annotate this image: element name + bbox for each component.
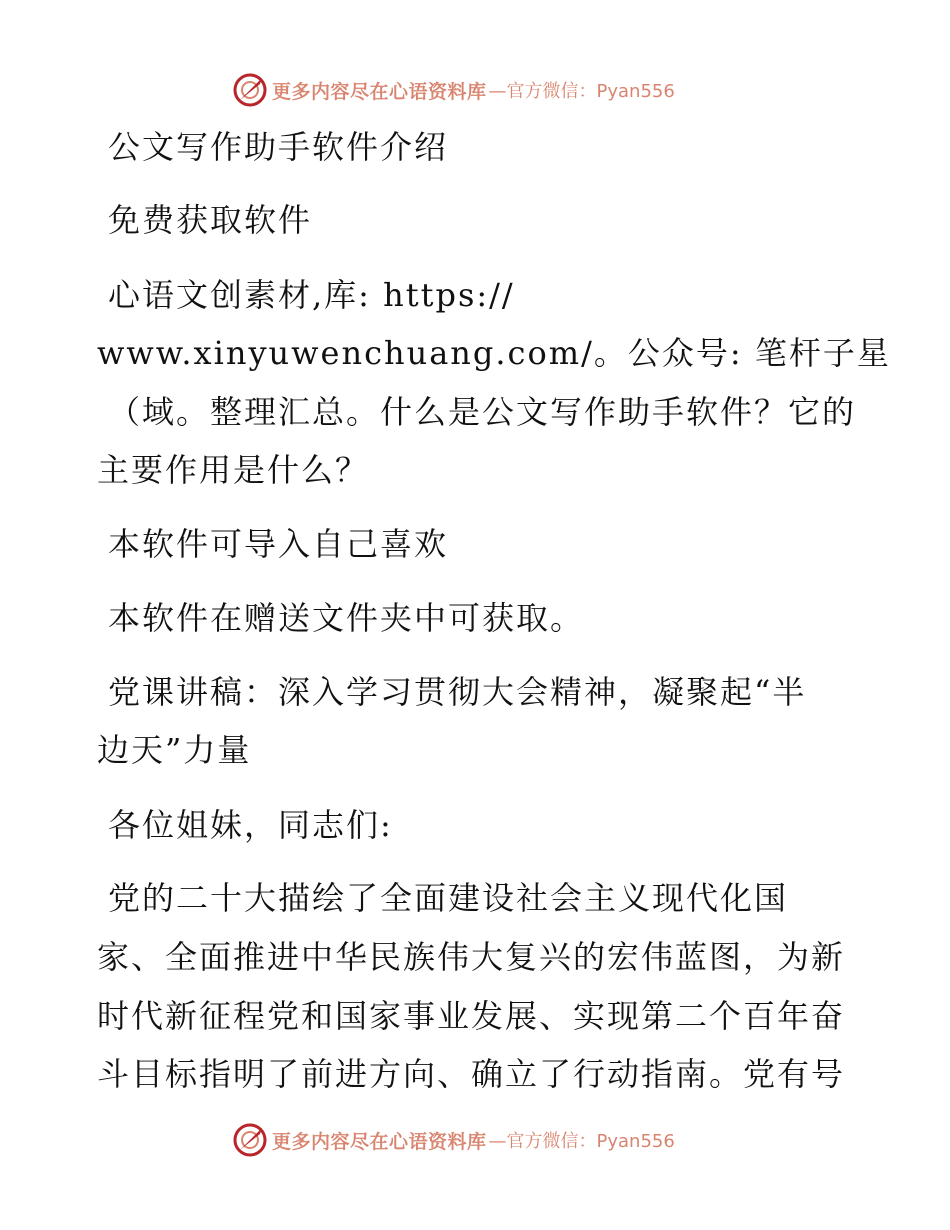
text-line: 主要作用是什么？ bbox=[97, 451, 370, 489]
banner-wechat: —官方微信：Pyan556 bbox=[488, 81, 675, 102]
header-banner bbox=[232, 70, 722, 110]
banner-title: 更多内容尽在心语资料库 bbox=[272, 1130, 487, 1153]
doc-title: 公文写作助手软件介绍 bbox=[108, 128, 449, 166]
text-line: www.xinyuwenchuang.com/。公众号: 笔杆子星 bbox=[97, 334, 891, 372]
logo-icon bbox=[232, 1122, 268, 1158]
section-heading: 党课讲稿：深入学习贯彻大会精神，凝聚起“半 bbox=[108, 673, 807, 711]
text-line: 本软件可导入自己喜欢 bbox=[108, 525, 449, 563]
text-line: 心语文创素材,库: https:// bbox=[108, 276, 515, 314]
footer-banner bbox=[232, 1120, 722, 1160]
banner-wechat: —官方微信：Pyan556 bbox=[488, 1131, 675, 1152]
banner-title: 更多内容尽在心语资料库 bbox=[272, 80, 487, 103]
paragraph-line: 党的二十大描绘了全面建设社会主义现代化国 bbox=[108, 879, 789, 917]
greeting-line: 各位姐妹，同志们: bbox=[108, 806, 393, 844]
text-line: 免费获取软件 bbox=[108, 201, 313, 239]
paragraph-line: 斗目标指明了前进方向、确立了行动指南。党有号 bbox=[97, 1055, 846, 1093]
section-heading-cont: 边天”力量 bbox=[97, 731, 252, 769]
paragraph-line: 家、全面推进中华民族伟大复兴的宏伟蓝图，为新 bbox=[97, 938, 846, 976]
text-line: （域。整理汇总。什么是公文写作助手软件？它的 bbox=[108, 393, 857, 431]
logo-icon bbox=[232, 72, 268, 108]
paragraph-line: 时代新征程党和国家事业发展、实现第二个百年奋 bbox=[97, 997, 846, 1035]
text-line: 本软件在赠送文件夹中可获取。 bbox=[108, 599, 585, 637]
